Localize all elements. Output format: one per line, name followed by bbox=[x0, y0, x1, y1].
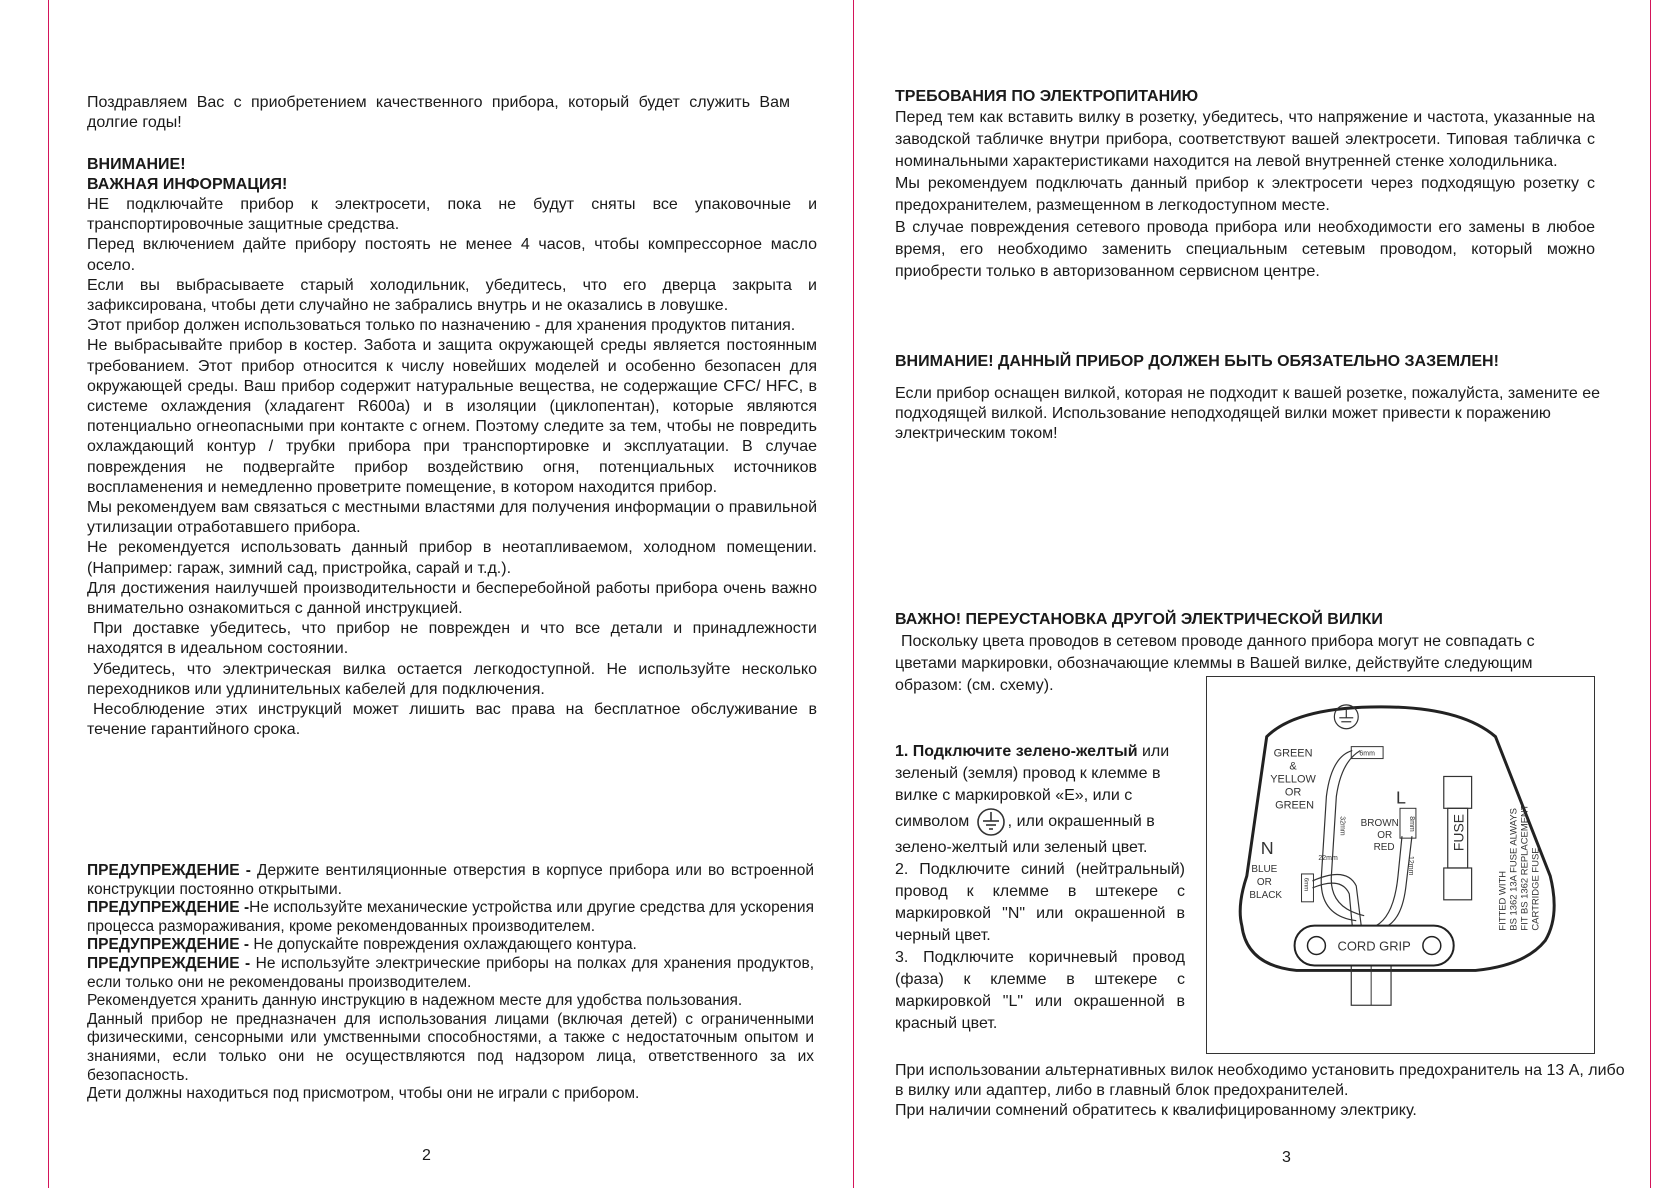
paragraph: Не рекомендуется использовать данный прибор в неотапливаемом, холодном помещении. (Например: гараж, зимний сад, пристройка, сарай и т.д.). bbox=[87, 539, 817, 577]
power-paragraphs bbox=[895, 107, 1595, 283]
svg-text:FUSE: FUSE bbox=[1450, 813, 1467, 852]
step-2: 2. Подключите синий (нейтральный) провод к клемме в штекере с маркировкой "N" или окрашенной в черный цвет. bbox=[895, 861, 1185, 944]
svg-text:CORD GRIP: CORD GRIP bbox=[1337, 938, 1411, 954]
paragraph: Дети должны находиться под присмотром, чтобы они не играли с прибором. bbox=[87, 1085, 640, 1103]
page-border-right bbox=[1650, 0, 1651, 1188]
page-border-left bbox=[48, 0, 49, 1188]
page-number-left: 2 bbox=[422, 1147, 431, 1164]
paragraph: Для достижения наилучшей производительности и бесперебойной работы прибора очень важно внимательно ознакомиться с данной инструкцией. bbox=[87, 579, 817, 618]
after-text bbox=[895, 1061, 1635, 1122]
attention-heading: ВНИМАНИЕ! bbox=[87, 156, 186, 173]
live-terminal-label: L bbox=[1396, 787, 1406, 808]
paragraph: Несоблюдение этих инструкций может лишить вас права на бесплатное обслуживание в течение гарантийного срока. bbox=[87, 701, 817, 739]
fuse-note: При использовании альтернативных вилок необходимо установить предохранитель на 13 А, либо в вилку или адаптер, либо в главный блок предохранителей. bbox=[895, 1062, 1625, 1100]
plug-wiring-diagram bbox=[1206, 676, 1595, 1054]
left-paragraphs bbox=[87, 195, 817, 740]
intro-text: Поздравляем Вас с приобретением качественного прибора, который будет служить Вам долгие годы! bbox=[87, 94, 790, 132]
earth-wire bbox=[1321, 751, 1356, 921]
paragraph: Этот прибор должен использоваться только по назначению - для хранения продуктов питания. bbox=[87, 317, 796, 335]
svg-text:12mm: 12mm bbox=[1406, 856, 1414, 876]
neutral-terminal-label: N bbox=[1260, 838, 1274, 859]
plug-intro: Поскольку цвета проводов в сетевом проводе данного прибора могут не совпадать с цветами маркировки, обозначающие клеммы в Вашей вилке, действуйте следующим образом: (см. схему). bbox=[895, 633, 1535, 694]
fuse-note-text: FITTED WITH BS 1362 13A FUSE ALWAYS FIT BS 1362 REPLACEMENT CARTRIDGE FUSE bbox=[1497, 804, 1542, 931]
grounding-heading: ВНИМАНИЕ! ДАННЫЙ ПРИБОР ДОЛЖЕН БЫТЬ ОБЯЗАТЕЛЬНО ЗАЗЕМЛЕН! bbox=[895, 353, 1499, 370]
paragraph: НЕ подключайте прибор к электросети, пока не будут сняты все упаковочные и транспортировочные защитные средства. bbox=[87, 196, 817, 234]
plug-replacement-heading: ВАЖНО! ПЕРЕУСТАНОВКА ДРУГОЙ ЭЛЕКТРИЧЕСКОЙ ВИЛКИ bbox=[895, 611, 1383, 628]
svg-text:22mm: 22mm bbox=[1318, 855, 1338, 863]
paragraph: Мы рекомендуем подключать данный прибор к электросети через подходящую розетку с предохранителем, размещенном в легкодоступном месте. bbox=[895, 175, 1595, 214]
green-label: GREEN & YELLOW OR GREEN bbox=[1270, 747, 1316, 812]
paragraph: Перед включением дайте прибору постоять не менее 4 часов, чтобы компрессорное масло осело. bbox=[87, 236, 817, 274]
warning-item: ПРЕДУПРЕЖДЕНИЕ - Не используйте электрические приборы на полках для хранения продуктов, если только они не рекомендованы производителем. bbox=[87, 954, 814, 991]
grounding-text: Если прибор оснащен вилкой, которая не подходит к вашей розетке, пожалуйста, замените ее подходящей вилкой. Использование неподходящей вилки может привести к поражению электрическим током! bbox=[895, 385, 1601, 443]
paragraph: В случае повреждения сетевого провода прибора или необходимости его замены в любое время, его необходимо заменить специальным сетевым проводом, который можно приобрести только в авторизованном сервисном центре. bbox=[895, 219, 1595, 280]
blue-label: BLUE OR BLACK bbox=[1249, 863, 1283, 901]
paragraph: Данный прибор не предназначен для использования лицами (включая детей) с ограниченными физическими, сенсорными или умственными способностями, а также с недостаточным опытом и знаниями, если только они не осуществляются под надзором лица, ответственного за их безопасность. bbox=[87, 1010, 814, 1084]
page-divider bbox=[853, 0, 854, 1188]
paragraph: Мы рекомендуем вам связаться с местными властями для получения информации о правильной утилизации отработавшего прибора. bbox=[87, 499, 817, 537]
important-info-heading: ВАЖНАЯ ИНФОРМАЦИЯ! bbox=[87, 176, 288, 193]
earth-symbol-icon bbox=[974, 807, 1008, 837]
doubt-note: При наличии сомнений обратитесь к квалифицированному электрику. bbox=[895, 1102, 1417, 1120]
svg-text:32mm: 32mm bbox=[1338, 816, 1346, 836]
svg-text:6mm: 6mm bbox=[1302, 877, 1309, 892]
plug-diagram-svg bbox=[1207, 677, 1594, 1053]
svg-text:8mm: 8mm bbox=[1407, 816, 1415, 832]
plug-steps bbox=[895, 741, 1185, 1035]
paragraph: Перед тем как вставить вилку в розетку, убедитесь, что напряжение и частота, указанные на заводской табличке внутри прибора, соответствуют вашей электросети. Типовая табличка с номинальными характеристиками находится на левой внутренней стенке холодильника. bbox=[895, 109, 1595, 170]
fuse-cartridge bbox=[1444, 776, 1472, 899]
svg-text:6mm: 6mm bbox=[1359, 750, 1375, 758]
warning-item: ПРЕДУПРЕЖДЕНИЕ - Держите вентиляционные отверстия в корпусе прибора или во встроенной конструкции постоянно открытыми. bbox=[87, 862, 814, 898]
paragraph: Рекомендуется хранить данную инструкцию в надежном месте для удобства пользования. bbox=[87, 992, 743, 1010]
paragraph: Убедитесь, что электрическая вилка остается легкодоступной. Не используйте несколько переходников или удлинительных кабелей для подключения. bbox=[87, 660, 817, 698]
warnings-block bbox=[87, 862, 814, 1104]
paragraph: Если вы выбрасываете старый холодильник, убедитесь, что его дверца закрыта и зафиксирована, чтобы дети случайно не забрались внутрь и не оказались в ловушке. bbox=[87, 276, 817, 315]
paragraph: Не выбрасывайте прибор в костер. Забота и защита окружающей среды является постоянным требованием. Этот прибор относится к числу новейших моделей и особенно безопасен для окружающей среды. Ваш прибор содержит натуральные вещества, не содержащие CFC/ HFC, в системе охлаждения (хладагент R600a) и в изоляции (циклопентан), которые являются потенциально огнеопасными при контакте с огнем. Поэтому следите за тем, чтобы не повредить охлаждающий контур / трубки прибора при транспортировке и эксплуатации. В случае повреждения не подвергайте прибор воздействию огня, потенциальных источников воспламенения и немедленно проветрите помещение, в котором находится прибор. bbox=[87, 337, 817, 496]
step-3: 3. Подключите коричневый провод (фаза) к клемме в штекере с маркировкой "L" или окрашенной в красный цвет. bbox=[895, 949, 1185, 1032]
plug-instructions bbox=[895, 631, 1535, 697]
brown-label: BROWN OR RED bbox=[1360, 818, 1399, 854]
power-requirements-heading: ТРЕБОВАНИЯ ПО ЭЛЕКТРОПИТАНИЮ bbox=[895, 88, 1199, 105]
step-1: 1. Подключите зелено-желтый или зеленый (земля) провод к клемме в вилке с маркировкой «E», или с символом , или окрашенный в зелено-желтый или зеленый цвет. bbox=[895, 743, 1170, 856]
warning-item: ПРЕДУПРЕЖДЕНИЕ - Не допускайте повреждения охлаждающего контура. bbox=[87, 936, 637, 954]
warning-item: ПРЕДУПРЕЖДЕНИЕ -Не используйте механические устройства или другие средства для ускорения процесса размораживания, кроме рекомендованных производителем. bbox=[87, 899, 814, 935]
paragraph: При доставке убедитесь, что прибор не поврежден и что все детали и принадлежности находятся в идеальном состоянии. bbox=[87, 620, 817, 658]
page-number-right: 3 bbox=[1282, 1149, 1291, 1166]
